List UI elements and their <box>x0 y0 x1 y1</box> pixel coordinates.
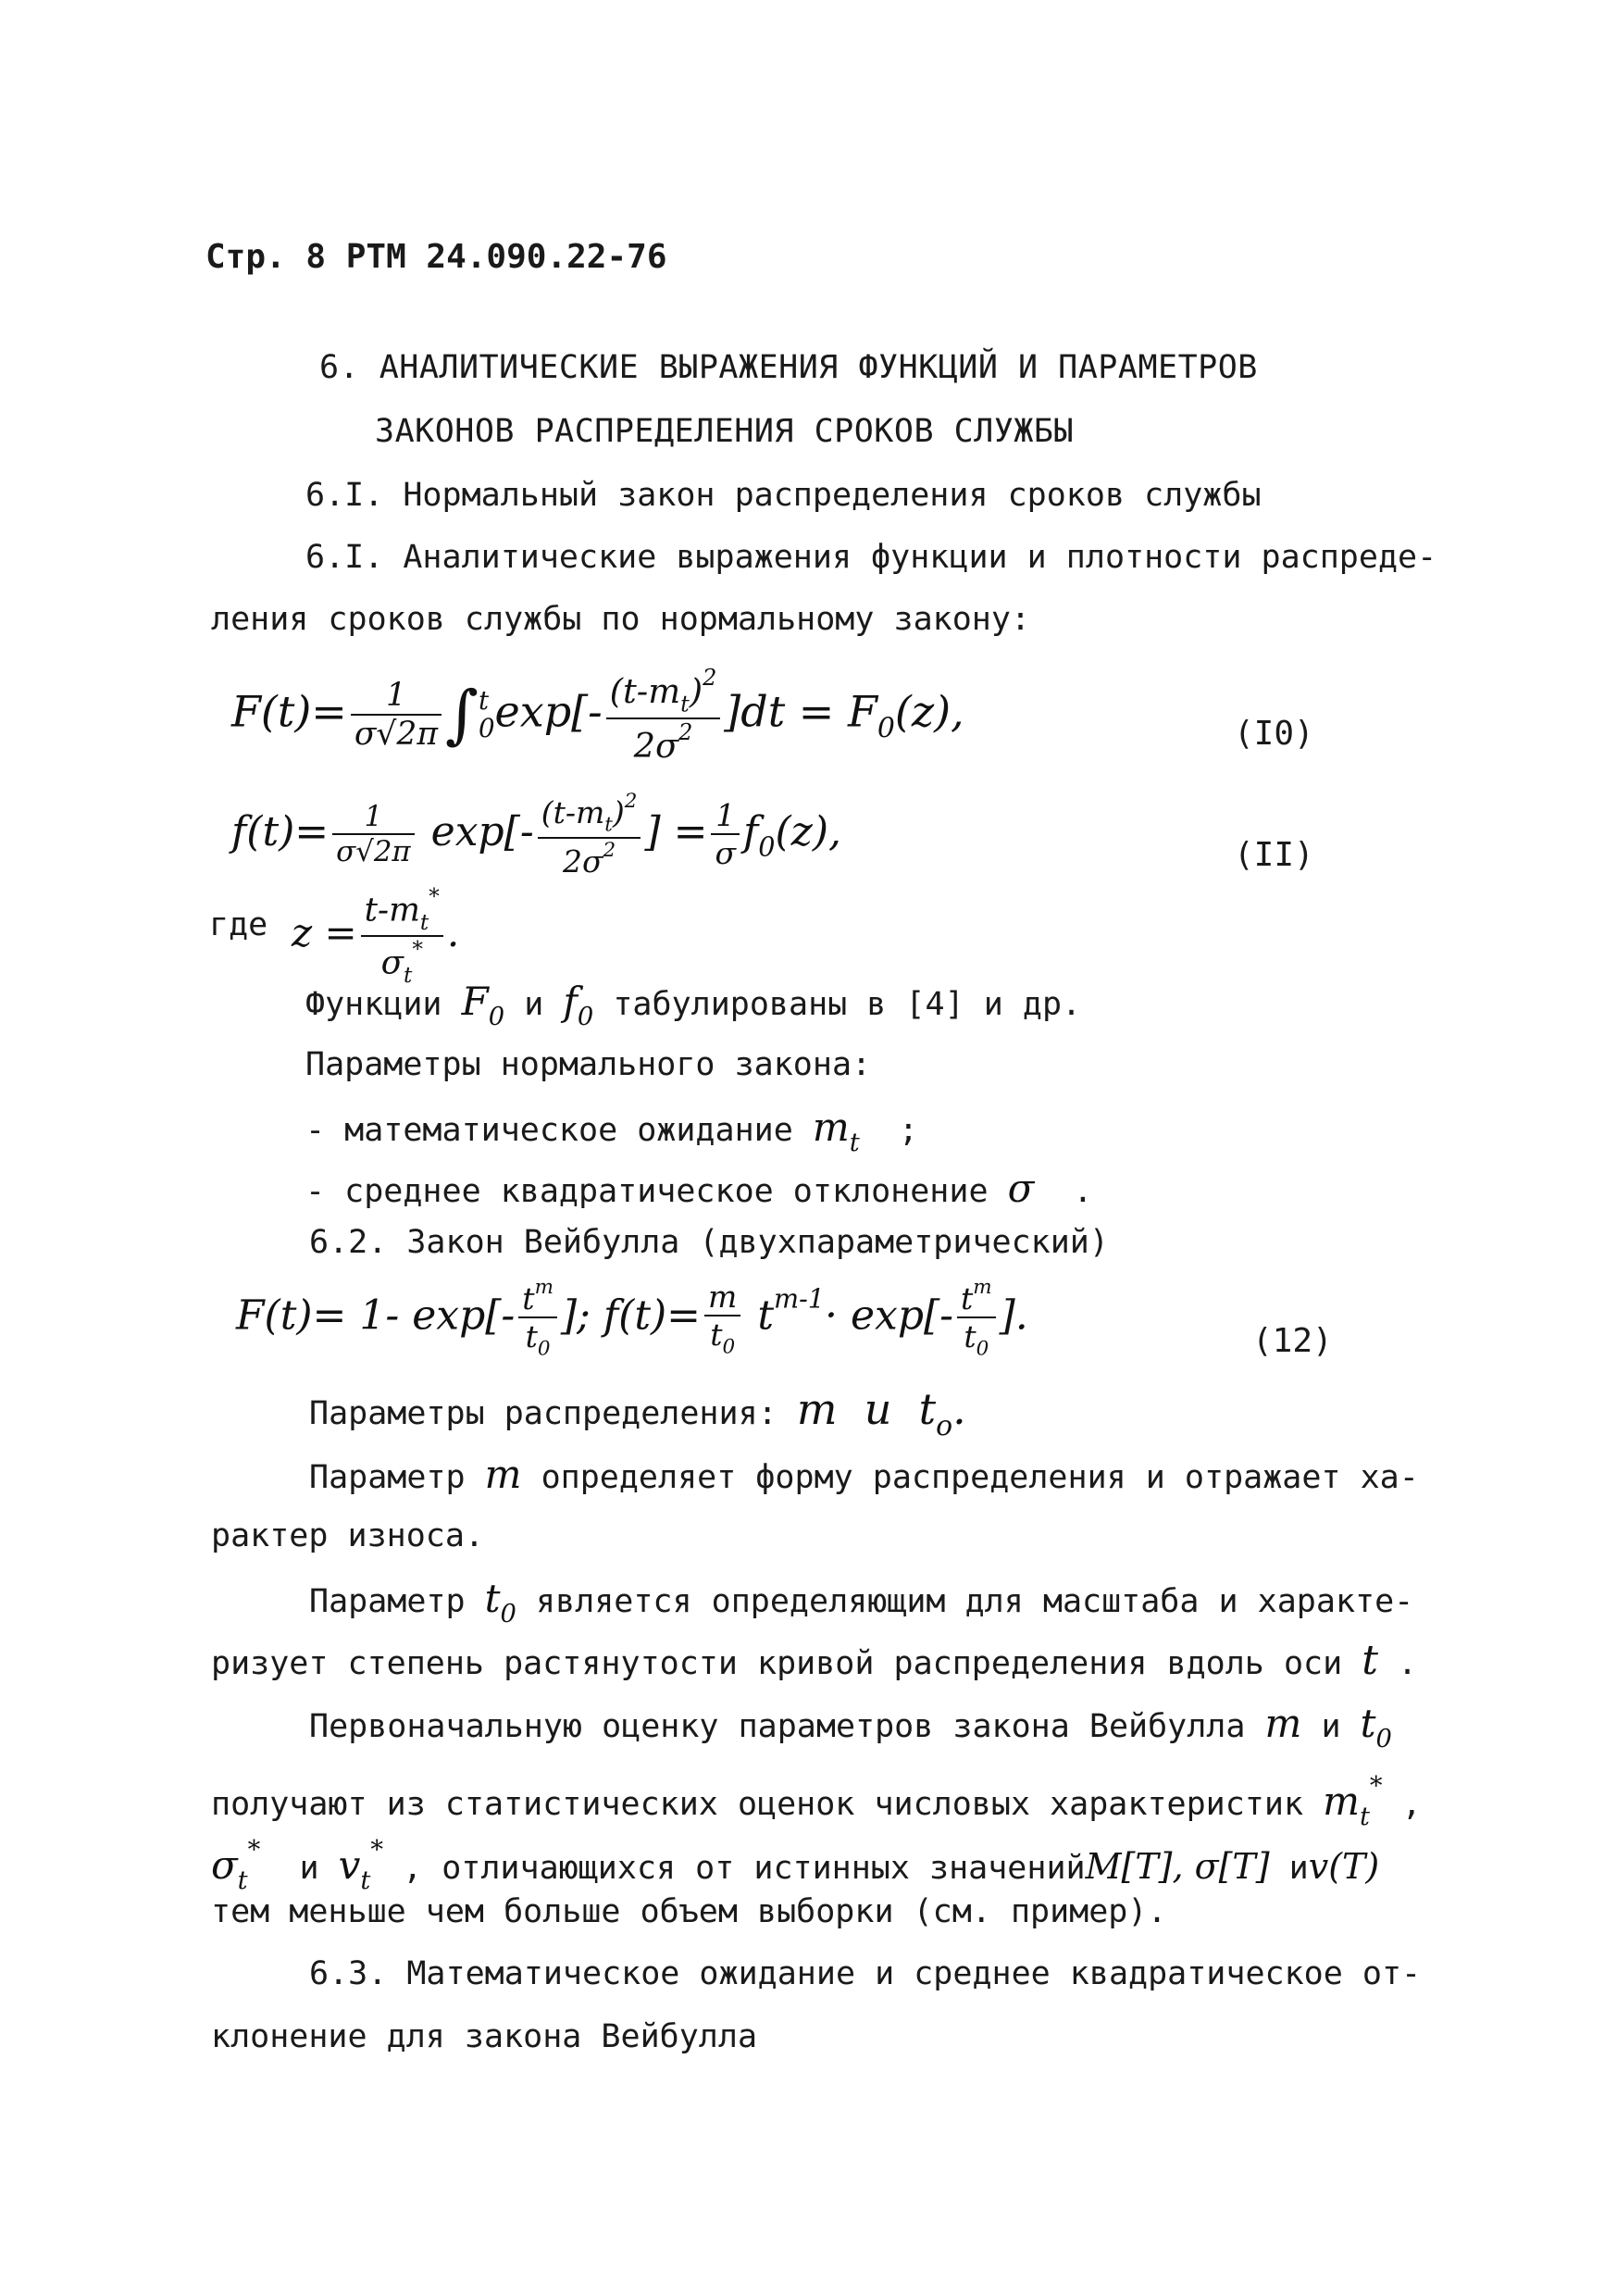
subsection-6-3-line2: клонение для закона Вейбулла <box>211 2018 758 2055</box>
page-header: Стр. 8 РТМ 24.090.22-76 <box>205 238 667 276</box>
paragraph-6-1-line1: 6.I. Аналитические выражения функции и плотности распреде- <box>305 539 1437 576</box>
distribution-params-line: Параметры распределения: m u $t_o$. <box>309 1384 966 1442</box>
initial-estimate-line1: Первоначальную оценку параметров закона Вейбулла m и $t_0$ <box>309 1701 1392 1753</box>
initial-estimate-line3: $\sigma_t^*$ и $v_t^*$ , отличающихся от истинных значенийM[T], σ[T] иv(T) <box>211 1836 1380 1895</box>
normal-param-stddev: - среднее квадратическое отклонение σ . <box>305 1166 1093 1211</box>
z-definition: z = $\frac{t-m_t^*}{\sigma_t^*}$ . <box>292 884 460 988</box>
subsection-6-2-title: 6.2. Закон Вейбулла (двухпараметрический) <box>309 1224 1109 1261</box>
param-m-line1: Параметр m определяет форму распределения и отражает ха- <box>309 1452 1419 1497</box>
equation-11: f(t)= $\frac{1}{\sigma√2\pi}$ exp[- $\frac{(t-m_t)^2}{2\sigma^2}$ ] = $\frac{1}{\sigma}$ $f_0(z)$, <box>231 790 841 880</box>
functions-line: Функции $F_0$ и $f_0$ табулированы в [4] и др. <box>305 979 1082 1031</box>
subsection-6-1-title: 6.I. Нормальный закон распределения сроков службы <box>305 477 1262 514</box>
param-t0-line1: Параметр $t_0$ является определяющим для масштаба и характе- <box>309 1576 1414 1628</box>
normal-param-mean: - математическое ожидание $m_t$ ; <box>305 1104 918 1157</box>
equation-12: F(t)= 1- exp[- $\frac{t^m}{t_0}$ ]; f(t)= $\frac{m}{t_0}$ $t^{m-1}\cdot \exp[-$ $\frac{t^m}{t_0}$ ]. <box>236 1276 1028 1361</box>
param-m-line2: рактер износа. <box>211 1517 485 1554</box>
normal-params-title: Параметры нормального закона: <box>305 1046 872 1083</box>
section-title-line1: 6. АНАЛИТИЧЕСКИЕ ВЫРАЖЕНИЯ ФУНКЦИЙ И ПАРАМЕТРОВ <box>319 349 1258 386</box>
initial-estimate-line4: тем меньше чем больше объем выборки (см. пример). <box>211 1893 1167 1930</box>
section-title-line2: ЗАКОНОВ РАСПРЕДЕЛЕНИЯ СРОКОВ СЛУЖБЫ <box>375 413 1075 450</box>
paragraph-6-1-line2: ления сроков службы по нормальному закону: <box>211 601 1031 638</box>
equation-10: F(t)= $\frac{1}{\sigma√2\pi}$ ∫ t 0 exp[- $\frac{(t-m_t)^2}{2\sigma^2}$ ]$dt = F_0(z)$, <box>231 665 964 766</box>
equation-10-number: (I0) <box>1234 715 1314 753</box>
initial-estimate-line2: получают из статистических оценок числовых характеристик $m_t^*$ , <box>211 1772 1422 1831</box>
where-label: где <box>209 906 268 943</box>
equation-12-number: (12) <box>1252 1322 1333 1360</box>
subsection-6-3-line1: 6.3. Математическое ожидание и среднее квадратическое от- <box>309 1955 1422 1992</box>
equation-11-number: (II) <box>1234 836 1314 874</box>
param-t0-line2: ризует степень растянутости кривой распределения вдоль оси t . <box>211 1637 1418 1684</box>
